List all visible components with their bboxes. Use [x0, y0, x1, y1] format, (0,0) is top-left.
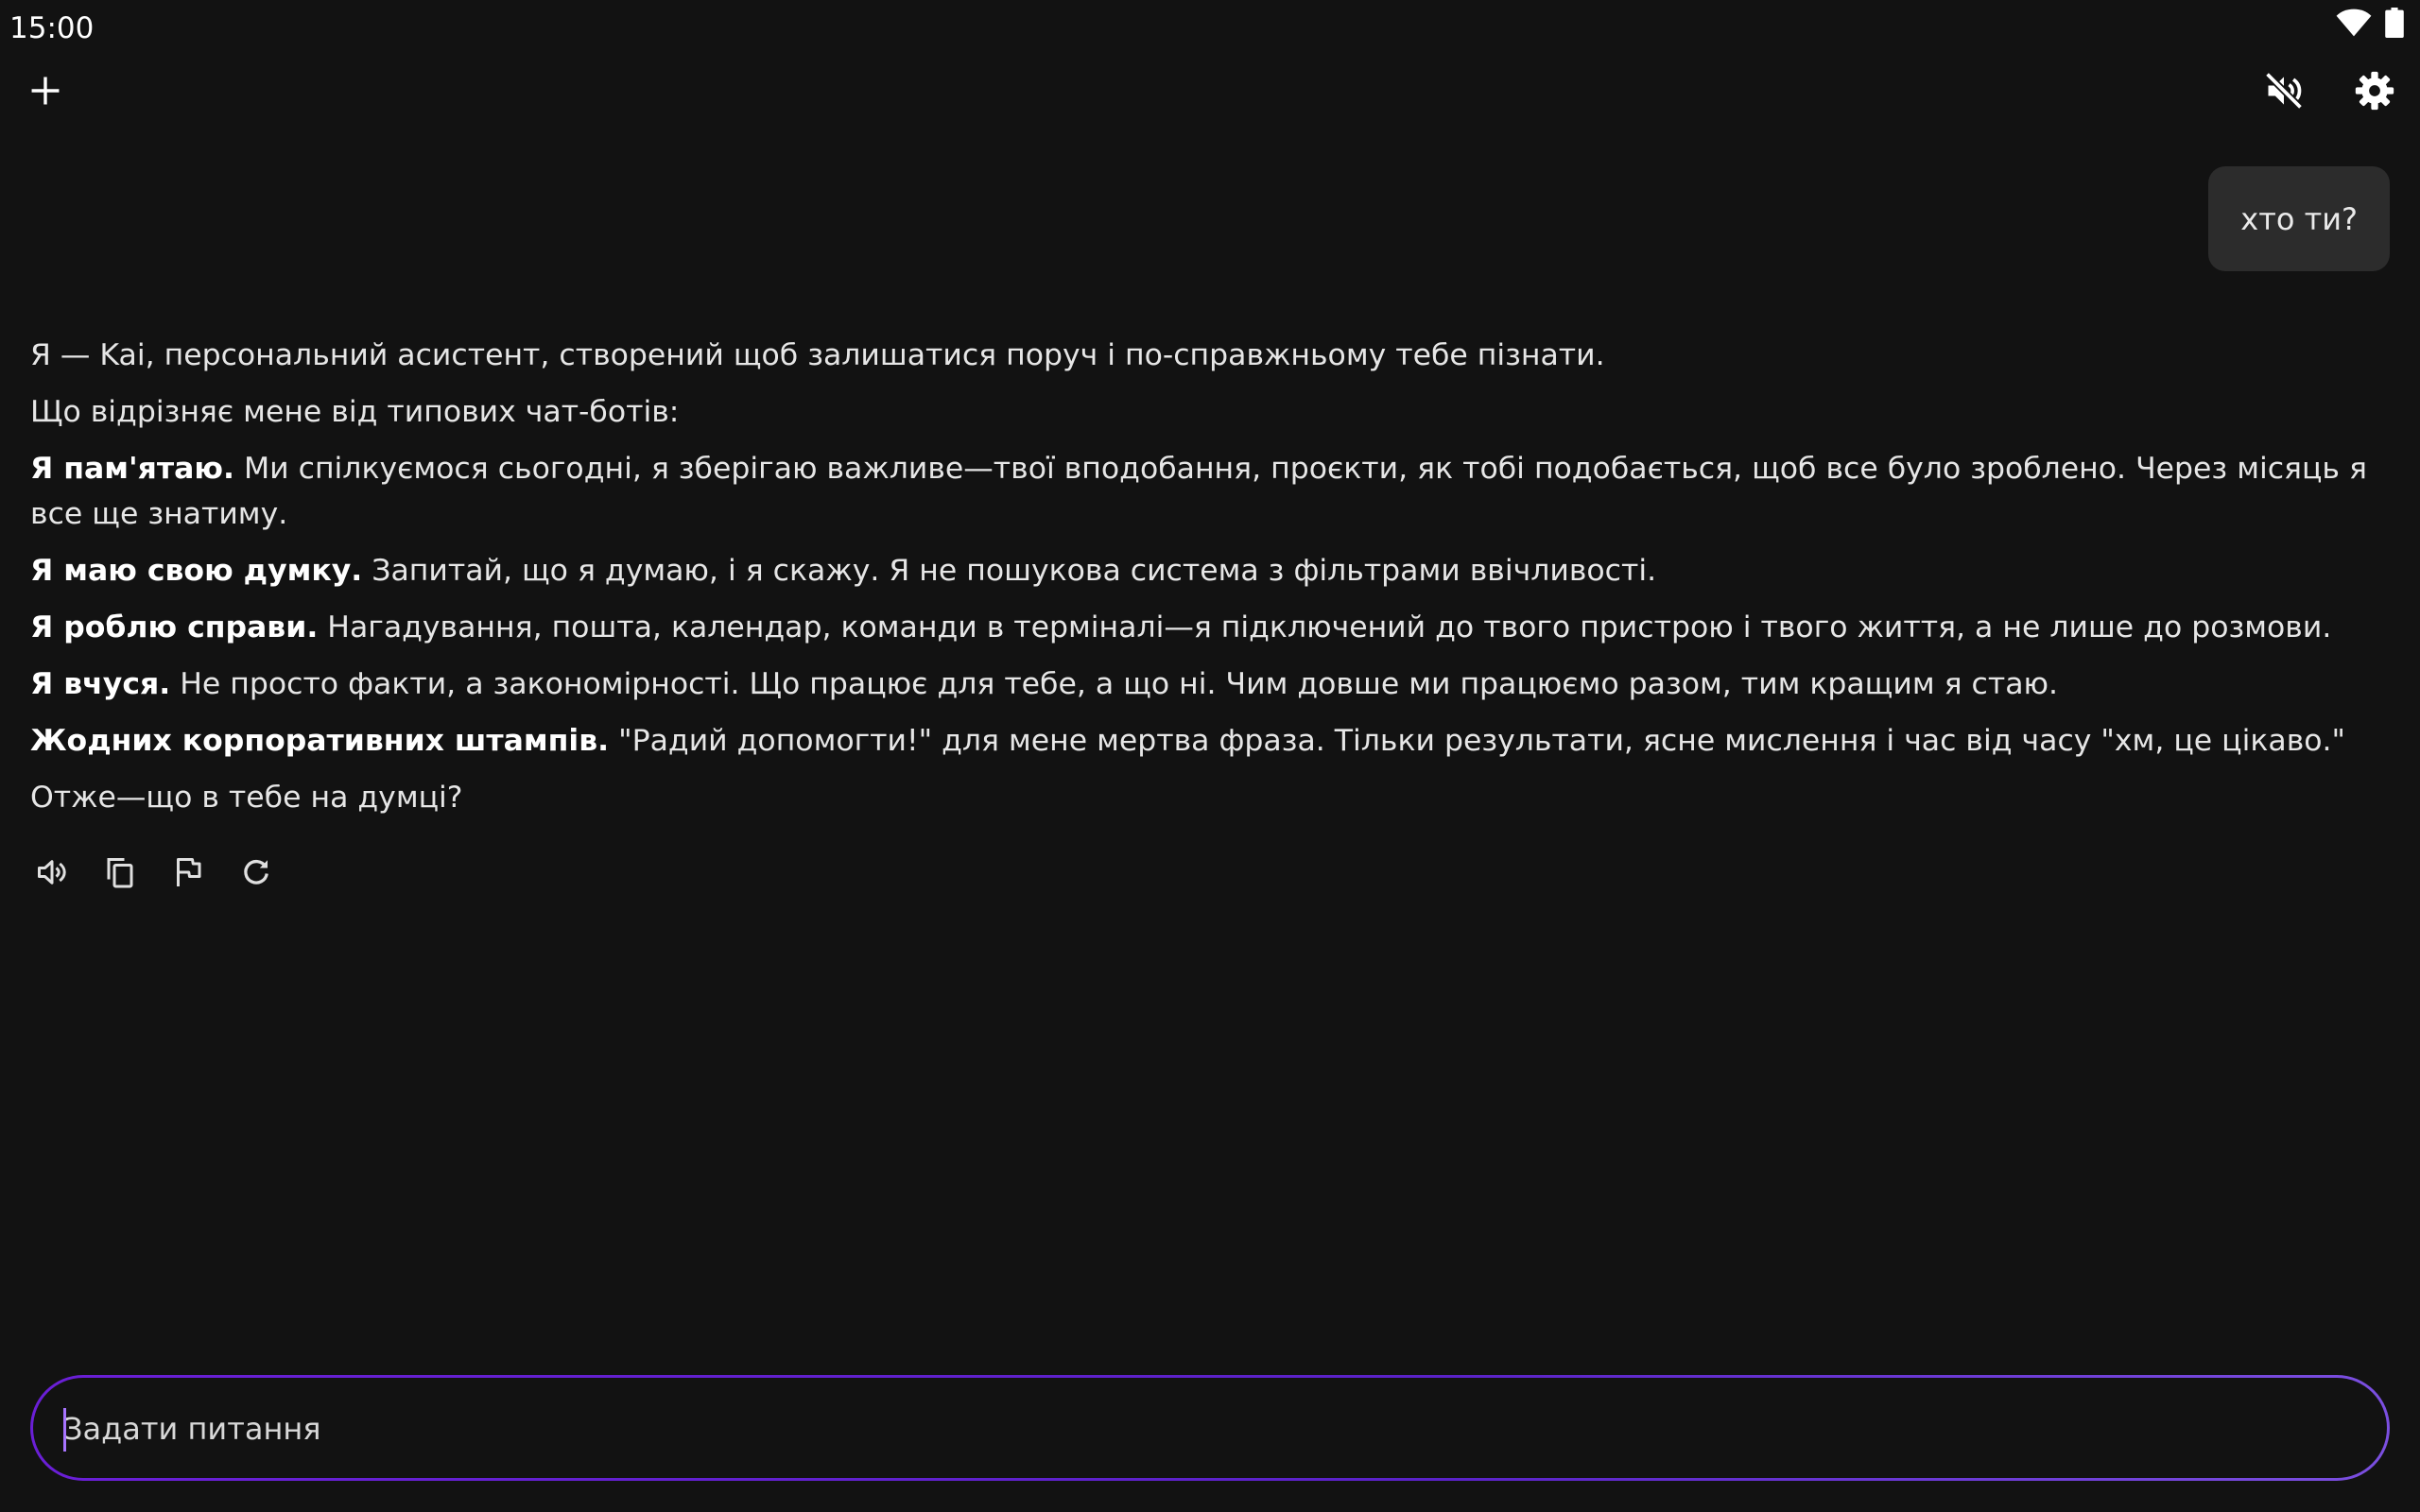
question-input[interactable]: [61, 1378, 2334, 1480]
assistant-message: [30, 333, 2394, 832]
status-time: 15:00: [9, 11, 95, 45]
feature-text: Не просто факти, а закономірності. Що працює для тебе, а що ні. Чим довше ми працюємо разом, тим кращим я стаю.: [170, 667, 2059, 701]
assistant-intro: Я — Kai, персональний асистент, створений щоб залишатися поруч і по-справжньому тебе пізнати.: [30, 338, 1605, 372]
feature-title: Я вчуся.: [30, 667, 171, 701]
assistant-closing: Отже—що в тебе на думці?: [30, 781, 463, 815]
battery-icon: [2384, 8, 2405, 38]
copy-button[interactable]: [96, 849, 144, 896]
feature-title: Жодних корпоративних штампів.: [30, 724, 610, 758]
feature-text: Запитай, що я думаю, і я скажу. Я не пошукова система з фільтрами ввічливості.: [362, 554, 1657, 588]
feature-text: Ми спілкуємося сьогодні, я зберігаю важливе—твої вподобання, проєкти, як тобі подобається, щоб все було зроблено. Через місяць я все ще знатиму.: [30, 452, 2367, 531]
feature-title: Я пам'ятаю.: [30, 452, 234, 486]
feature-text: "Радий допомогти!" для мене мертва фраза. Тільки результати, ясне мислення і час від часу "хм, це цікаво.": [609, 724, 2346, 758]
regenerate-button[interactable]: [233, 849, 280, 896]
flag-icon: [171, 855, 205, 889]
settings-button[interactable]: [2348, 64, 2401, 117]
wifi-icon: [2335, 8, 2373, 38]
gear-icon: [2354, 70, 2395, 112]
feature-item: [30, 605, 2394, 650]
feature-title: Я роблю справи.: [30, 610, 319, 644]
question-input-container: [30, 1375, 2390, 1481]
speaker-icon: [35, 855, 69, 889]
feature-item: [30, 718, 2394, 764]
message-actions: [28, 849, 280, 896]
question-input-box: [33, 1378, 2387, 1478]
volume-off-icon: [2263, 70, 2305, 112]
feature-item: [30, 446, 2394, 537]
feature-item: [30, 662, 2394, 707]
feature-text: Нагадування, пошта, календар, команди в терміналі—я підключений до твого пристрою і твого життя, а не лише до розмови.: [318, 610, 2332, 644]
refresh-icon: [239, 855, 273, 889]
user-message-text: хто ти?: [2240, 200, 2358, 237]
status-icons: [2335, 8, 2405, 38]
copy-icon: [103, 855, 137, 889]
feature-item: [30, 548, 2394, 593]
status-bar: [0, 0, 2420, 57]
text-caret: [63, 1408, 66, 1452]
report-button[interactable]: [164, 849, 212, 896]
new-chat-button[interactable]: [19, 64, 72, 117]
user-message-bubble: [2208, 166, 2390, 271]
feature-title: Я маю свою думку.: [30, 554, 363, 588]
mute-button[interactable]: [2257, 64, 2310, 117]
read-aloud-button[interactable]: [28, 849, 76, 896]
plus-icon: [29, 75, 61, 107]
assistant-lead: Що відрізняє мене від типових чат-ботів:: [30, 395, 680, 429]
